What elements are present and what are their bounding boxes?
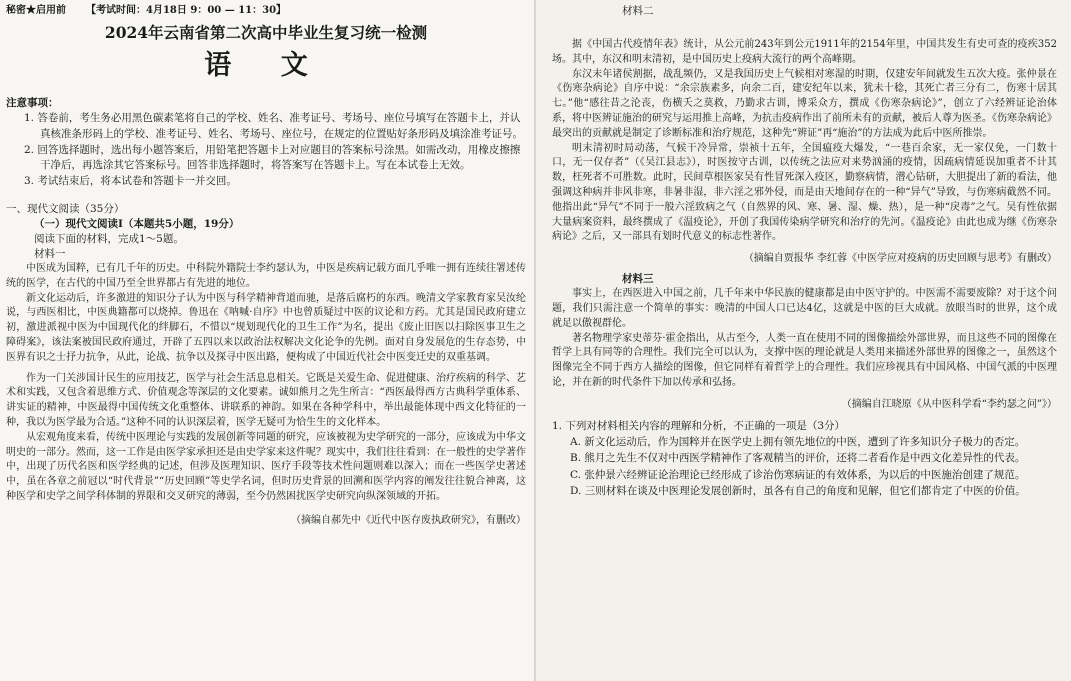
secret-label: 秘密★启用前 bbox=[6, 5, 66, 16]
question-1-option-b: B. 熊月之先生不仅对中西医学精神作了客观精当的评价，还将二者看作是中西文化差异性的代表。 bbox=[570, 452, 1026, 465]
note-item-3: 3. 考试结束后，将本试卷和答题卡一并交回。 bbox=[24, 175, 237, 188]
exam-header bbox=[6, 4, 526, 17]
right-column bbox=[536, 0, 1071, 681]
question-1-option-d: D. 三则材料在谈及中医理论发展创新时，虽各有自己的角度和见解，但它们都肯定了中医的价值。 bbox=[570, 485, 1026, 498]
material2-source: （摘编自贾报华 李红蓉《中医学应对疫病的历史回顾与思考》有删改） bbox=[743, 253, 1057, 265]
note-item-2: 2. 回答选择题时，选出每小题答案后，用铅笔把答题卡上对应题目的答案标号涂黑。如需改动，用橡皮擦擦干净后，再选涂其它答案标号。回答非选择题时，将答案写在答题卡上。写在本试卷上无效。 bbox=[24, 143, 521, 172]
section-subtitle: （一）现代文阅读Ⅰ（本题共5小题，19分） bbox=[34, 217, 240, 230]
material-label: 材料一 bbox=[34, 247, 66, 260]
material1-paragraph-1: 中医成为国粹，已有几千年的历史。中科院外籍院士李约瑟认为，中医是疾病记载方面几乎唯一拥有连续往署述传统的医学，在古代的中国乃至全世界都占有先进的地位。 bbox=[6, 262, 526, 289]
note-item-1: 1. 答卷前，考生务必用黑色碳素笔将自己的学校、姓名、准考证号、考场号、座位号填写在答题卡上，并认真核准条形码上的学校、准考证号、姓名、考场号、座位号，在规定的位置贴好条形码及填涂准考证号。 bbox=[24, 112, 523, 140]
question-1-option-a: A. 新文化运动后，作为国粹并在医学史上拥有领先地位的中医，遭到了许多知识分子极力的否定。 bbox=[570, 435, 1026, 448]
material3-paragraph-2: 著名物理学家史蒂芬·霍金指出，从古至今，人类一直在使用不同的图像描绘外部世界，而且这些不同的图像在哲学上具有同等的合理性。我们完全可以认为，支撑中医的理论就是人类用来描述外部世界的图像之一，虽然这个图像完全不同于西方人描绘的图像，但它同样有着哲学上的合理性。我们应珍视具有中国风格、中国气派的中医理论，并在新的时代条件下加以传承和弘扬。 bbox=[552, 332, 1057, 388]
material3-paragraph-1: 事实上，在西医进入中国之前，几千年来中华民族的健康都是由中医守护的。中医需不需要废除？对于这个问题，我们只需注意一个简单的事实：晚清的中国人口已达4亿，这就是中医的巨大成就。放眼当时的世界，这个成就足以傲视群伦。 bbox=[552, 288, 1057, 329]
material2-label: 材料二 bbox=[622, 5, 654, 17]
exam-title: 2024年云南省第二次高中毕业生复习统一检测 bbox=[104, 23, 428, 42]
material1-source: （摘编自郝先中《近代中医存废执政研究》，有删改） bbox=[291, 514, 526, 526]
section-instruction: 阅读下面的材料，完成1～5题。 bbox=[34, 232, 184, 245]
material2-paragraph-2: 东汉末年诸侯割据，战乱频仍，又是我国历史上气候相对寒湿的时期，仅建安年间就发生五次大疫。张仲景在《伤寒杂病论》自序中说：“余宗族素多，向余二百，建安纪年以来，犹未十稔，其死亡者三分有二，伤寒十居其七。”他“感往昔之沦丧，伤横夭之莫救，乃勤求古训，博采众方，撰成《伤寒杂病论》”，创立了六经辨证论治体系，将中医辨证施治的研究与运用推上高峰，为抗击疫病作出了前所未有的贡献，被后人尊为医圣。《伤寒杂病论》最突出的贡献就是制定了诊断标准和治疗规范，这种先“辨证”再“施治”的方法成为此后中医所推崇。 bbox=[552, 68, 1057, 139]
material2-paragraph-3: 明末清初时局动荡，气候干冷异常，崇祯十五年，全国瘟疫大爆发，“一巷百余家，无一家仅免，一门数十口，无一仅存者”（《吴江县志》），时医按守古训，以传统之法应对来势汹涌的疫情，因疏病情延误加重者不计其数，枉死者不可胜数。此时，民间草根医家吴有性冒死深入疫区，勤察病情，潜心钻研，大胆提出了新的看法，他强调这种病并非风非寒，非暑非湿，非六淫之邪外侵，而是由天地间存在的一种“异气”导致，与伤寒病截然不同。他指出此“异气”不同于一般六淫致病之气（自然界的风、寒、暑、湿、燥、热），是一种“戾毒”之气。吴有性依据大量病案资料，最终撰成了《温疫论》，开创了我国传染病学研究和治疗的先河。《温疫论》由此也成为继《伤寒杂病论》之后，又一部具有划时代意义的标志性著作。 bbox=[552, 142, 1057, 243]
question-1-stem: 1. 下列对材料相关内容的理解和分析，不正确的一项是（3分） bbox=[552, 419, 846, 432]
question-1-option-c: C. 张仲景六经辨证论治理论已经形成了诊治伤寒病证的有效体系，为以后的中医施治创建了规范。 bbox=[570, 468, 1026, 481]
exam-subject: 语 文 bbox=[204, 50, 328, 81]
material1-paragraph-3: 作为一门关涉国计民生的应用技艺，医学与社会生活息息相关。它既是关爱生命、促进健康、治疗疾病的科学、艺术和实践，又包含着思维方式、价值观念等深层的文化要素。诚如熊月之先生所言：“西医最得西方古典科学重体系、讲实证的精神，中医最得中国传统文化重整体、讲联系的神韵。如果在各种学科中，举出最能体现中西文化特征的一种，我以为医学最为合适。”这种不同的认识深层着，医学无疑可为恰生生的文化样本。 bbox=[6, 372, 526, 428]
material1-paragraph-2: 新文化运动后，许多激进的知识分子认为中医与科学精神背道而驰，是落后腐朽的东西。晚清文学家教育家吴汝纶说，与西医相比，中医典籍都可以烧掉。鲁迅在《呐喊·自序》中也曾质疑过中医的议论和方药。尤其是国民政府建立初，激进派视中医为中国现代化的绊脚石，不惜以“规划现代化的卫生工作”为名，提出《废止旧医以扫除医事卫生之障碍案》，该法案被国民政府通过，开辟了五四以来以政治法权解决文化论争的先例。面对自身发展危的生存态势，中医界有识之士抒力抗争，从此，论战、抗争以及探寻中医出路，便构成了中国近代社会中医变迁史的双重基调。 bbox=[6, 292, 526, 363]
material3-source: （摘编自江晓原《从中医科学看“李约瑟之问”》） bbox=[841, 398, 1057, 410]
material3-label: 材料三 bbox=[622, 273, 654, 286]
section-title: 一、现代文阅读（35分） bbox=[6, 202, 125, 215]
material2-paragraph-1: 据《中国古代疫情年表》统计，从公元前243年到公元1911年的2154年里，中国共发生有史可查的疫疾352场。其中，东汉和明末清初，是中国历史上疫病大流行的两个高峰期。 bbox=[552, 39, 1057, 65]
material1-paragraph-4: 从宏观角度来看，传统中医理论与实践的发展创新等同题的研究，应该被视为史学研究的一部分，应该成为中华文明史的一部分。然而，这一工作是由医学家承担还是由史学家来这件呢？现实中，我们往往看到：在一般性的史学著作中，出现了历代名医和医学经典的记述，但涉及医理知识、医疗手段等技术性问题则难以深入；而在一些医学史著述中，虽在各章之前冠以“时代背景”“历史回顾”等史学名词，但时历史背景的回溯和医学内容的阐发往往貌合神离，这种医学和史学之间学科体制的界限和交叉研究的薄弱，至今仍然困扰医学史研究向纵深领域的开拓。 bbox=[6, 431, 526, 502]
exam-time: 【考试时间：4月18日 9：00 — 11：30】 bbox=[86, 5, 287, 16]
notes-heading: 注意事项： bbox=[6, 97, 59, 109]
